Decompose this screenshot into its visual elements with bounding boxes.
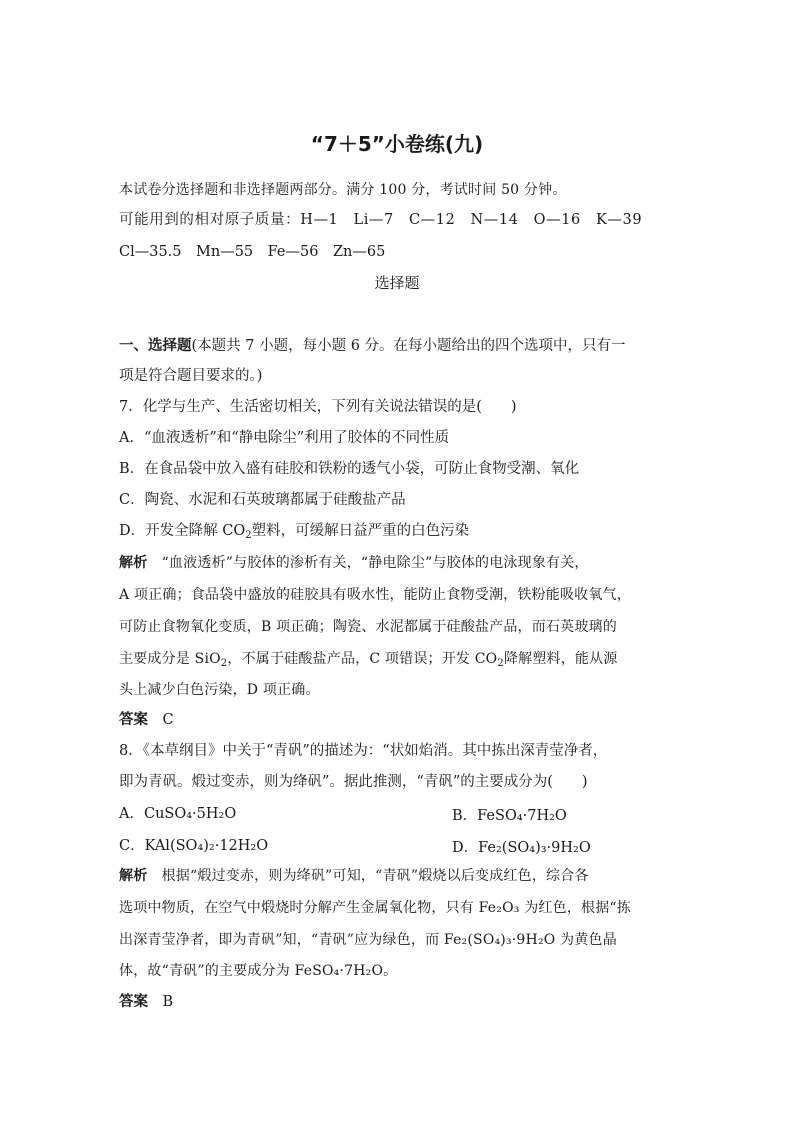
q8-analysis-line-1 [119, 866, 589, 886]
q7-analysis-label: 解析 [119, 555, 148, 571]
q7-answer-value: C [162, 712, 174, 728]
q7-option-a: A．“血液透析”和“静电除尘”利用了胶体的不同性质 [119, 430, 450, 446]
q8-option-a: A．CuSO₄·5H₂O [119, 806, 237, 822]
q7-analysis-line-4 [119, 649, 618, 669]
q7-analysis-line-2: A 项正确；食品袋中盛放的硅胶具有吸水性，能防止食物受潮，铁粉能吸收氧气， [119, 587, 631, 603]
q8-analysis-text-1: 根据“煅过变赤，则为绛矾”可知，“青矾”煅烧以后变成红色，综合各 [161, 868, 589, 884]
q7-option-b: B．在食品袋中放入盛有硅胶和铁粉的透气小袋，可防止食物受潮、氧化 [119, 461, 580, 477]
q7-answer [119, 710, 174, 730]
q8-answer-value: B [162, 994, 174, 1010]
q8-analysis-line-4: 体，故“青矾”的主要成分为 FeSO₄·7H₂O。 [119, 963, 398, 979]
intro-line-2: 可能用到的相对原子质量：H—1 Li—7 C—12 N—14 O—16 K—39 [119, 212, 643, 228]
part-one-desc-1: (本题共 7 小题，每小题 6 分。在每小题给出的四个选项中，只有一 [191, 338, 626, 354]
intro-line-3: Cl—35.5 Mn—55 Fe—56 Zn—65 [119, 244, 386, 260]
q8-analysis-line-3: 出深青莹净者，即为青矾”知，“青矾”应为绿色，而 Fe₂(SO₄)₃·9H₂O 为黄色晶 [119, 932, 617, 948]
page-title: “7＋5”小卷练(九) [310, 132, 484, 156]
q8-analysis-line-2: 选项中物质，在空气中煅烧时分解产生金属氧化物，只有 Fe₂O₃ 为红色，根据“拣 [119, 900, 631, 916]
q7-analysis-line-1 [119, 553, 589, 573]
q7-option-d-pre: D．开发全降解 CO [119, 523, 246, 539]
q7-analysis-line-3: 可防止食物氧化变质，B 项正确；陶瓷、水泥都属于硅酸盐产品，而石英玻璃的 [119, 619, 617, 635]
part-one-label: 一、选择题 [119, 338, 192, 354]
q8-answer-label: 答案 [119, 994, 148, 1010]
q7-analysis-text-1: “血液透析”与胶体的渗析有关，“静电除尘”与胶体的电泳现象有关， [161, 555, 589, 571]
q7-answer-label: 答案 [119, 712, 148, 728]
q7-option-d-sub: 2 [245, 530, 252, 541]
q8-option-d: D．Fe₂(SO₄)₃·9H₂O [452, 840, 591, 856]
q7-analysis-line-5: 头上减少白色污染，D 项正确。 [119, 682, 320, 698]
q7-analysis-4a: 主要成分是 SiO [119, 651, 221, 667]
q7-analysis-4d: 2 [497, 658, 504, 669]
q8-answer [119, 992, 173, 1012]
q7-analysis-4c: ，不属于硅酸盐产品，C 项错误；开发 CO [227, 651, 498, 667]
part-one-line-1 [119, 336, 626, 356]
q7-stem: 7．化学与生产、生活密切相关，下列有关说法错误的是( ) [119, 399, 517, 415]
q7-analysis-4b: 2 [220, 658, 228, 669]
q7-option-d [119, 521, 469, 541]
q8-stem-2: 即为青矾。煅过变赤，则为绛矾”。据此推测，“青矾”的主要成分为( ) [119, 774, 588, 790]
part-one-line-2: 项是符合题目要求的。) [119, 368, 263, 384]
intro-line-1: 本试卷分选择题和非选择题两部分。满分 100 分，考试时间 50 分钟。 [119, 182, 567, 198]
q7-option-d-post: 塑料，可缓解日益严重的白色污染 [251, 523, 470, 539]
q8-stem-1: 8．《本草纲目》中关于“青矾”的描述为：“状如焰消。其中拣出深青莹净者， [119, 743, 608, 759]
q7-analysis-4e: 降解塑料，能从源 [503, 651, 618, 667]
q7-option-c: C．陶瓷、水泥和石英玻璃都属于硅酸盐产品 [119, 492, 406, 508]
q8-option-c: C．KAl(SO₄)₂·12H₂O [119, 838, 269, 854]
section-heading: 选择题 [374, 274, 420, 292]
q8-option-b: B．FeSO₄·7H₂O [452, 808, 567, 824]
q8-analysis-label: 解析 [119, 868, 148, 884]
